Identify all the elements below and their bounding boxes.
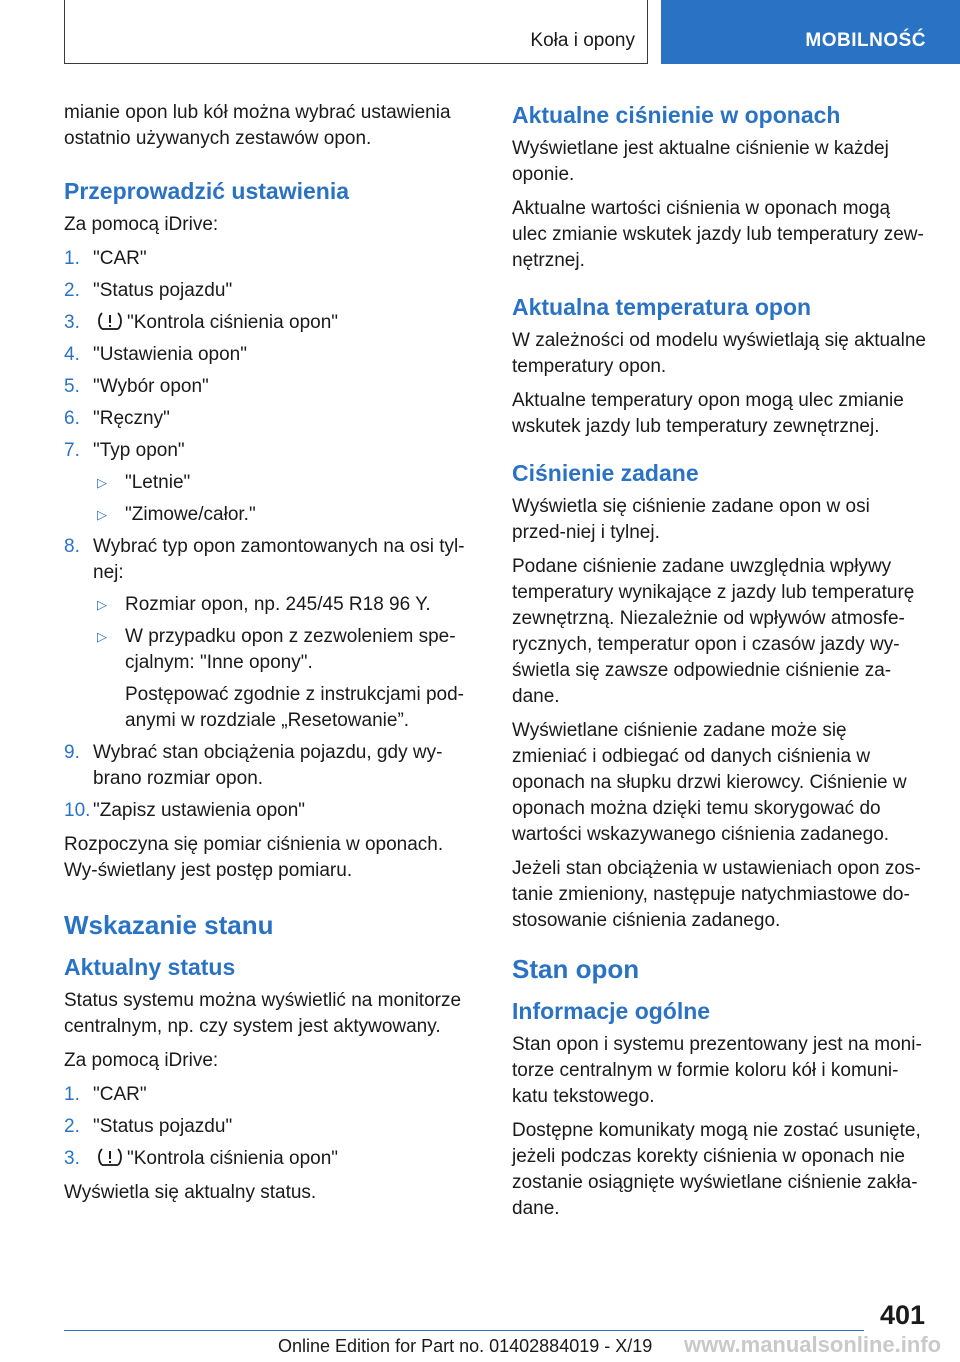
list-item: 2. "Status pojazdu" [64,1116,233,1137]
status-steps [64,1082,482,1172]
status-result-text: Wyświetla się aktualny status. [64,1182,317,1203]
paragraph: Stan opon i systemu prezentowany jest na moni-torze centralnym w formie koloru kół i komuni-katu tekstowego. [512,1034,922,1107]
chapter-title: Koła i opony [530,30,635,51]
idrive-label: Za pomocą iDrive: [64,1050,219,1071]
watermark-site: www.manualsonline.info [684,1332,942,1357]
tire-pressure-warning-icon [97,311,123,331]
paragraph: Wyświetla się ciśnienie zadane opon w osi przed-niej i tylnej. [512,496,870,543]
page-number: 401 [880,1300,926,1330]
intro-text: mianie opon lub kół można wybrać ustawienia ostatnio używanych zestawów opon. [64,102,451,149]
list-item: 3. "Kontrola ciśnienia opon" [64,312,339,333]
paragraph: Dostępne komunikaty mogą nie zostać usunięte, jeżeli podczas korekty ciśnienia w oponach nie zostanie osiągnięte wyświetlane ciśnienie zakła-dane. [512,1120,921,1219]
sub-list-item: ▷ "Zimowe/całor." [93,502,482,528]
triangle-bullet-icon: ▷ [97,597,107,612]
sub-note: Postępować zgodnie z instrukcjami pod-anymi w rozdziale „Resetowanie”. [125,684,465,731]
list-item: 2. "Status pojazdu" [64,280,233,301]
idrive-label: Za pomocą iDrive: [64,214,219,235]
measurement-text: Rozpoczyna się pomiar ciśnienia w oponach. Wy-świetlany jest postęp pomiaru. [64,834,444,881]
heading-tire-temperature: Aktualna temperatura opon [512,294,812,320]
footer-divider [64,1330,864,1331]
section-tab [661,0,960,64]
list-item: 10. "Zapisz ustawienia opon" [64,800,306,821]
heading-target-pressure: Ciśnienie zadane [512,460,699,486]
heading-current-pressure: Aktualne ciśnienie w oponach [512,102,841,128]
edition-text: Online Edition for Part no. 01402884019 - X/19 [278,1336,653,1356]
section-title: MOBILNOŚĆ [805,30,926,51]
right-column [512,100,926,1230]
current-status-text: Status systemu można wyświetlić na monitorze centralnym, np. czy system jest aktywowany. [64,990,462,1037]
paragraph: Wyświetlane ciśnienie zadane może się zmieniać i odbiegać od danych ciśnienia w oponach na słupku drzwi kierowcy. Ciśnienie w oponach można dzięki temu skorygować do wartości wskazywanego ciśnienia zadanego. [512,720,907,845]
settings-steps [64,246,482,824]
triangle-bullet-icon: ▷ [97,507,107,522]
list-item: 3. "Kontrola ciśnienia opon" [64,1148,339,1169]
paragraph: Wyświetlane jest aktualne ciśnienie w każdej oponie. [512,138,889,185]
sub-list [93,470,482,528]
sub-list-item: ▷ Rozmiar opon, np. 245/45 R18 96 Y. [93,592,482,618]
heading-general-info: Informacje ogólne [512,998,711,1024]
list-item: 1. "CAR" [64,1084,147,1105]
sub-list-item: ▷ W przypadku opon z zezwoleniem spe-cjalnym: "Inne opony". Postępować zgodnie z instrukcjami pod-anymi w rozdziale „Resetowanie”. [93,624,482,734]
list-item: 9. Wybrać stan obciążenia pojazdu, gdy wy-brano rozmiar opon. [64,742,443,789]
header-chapter-box [64,0,648,64]
tire-pressure-warning-icon [97,1147,123,1167]
triangle-bullet-icon: ▷ [97,475,107,490]
paragraph: Aktualne temperatury opon mogą ulec zmianie wskutek jazdy lub temperatury zewnętrznej. [512,390,904,437]
heading-tire-state: Stan opon [512,954,640,984]
paragraph: Jeżeli stan obciążenia w ustawieniach opon zos-tanie zmieniony, następuje natychmiastowe do-stosowanie ciśnienia zadanego. [512,858,921,931]
heading-settings: Przeprowadzić ustawienia [64,178,350,204]
paragraph: Podane ciśnienie zadane uwzględnia wpływy temperatury wynikające z jazdy lub temperaturę zewnętrzną. Niezależnie od wpływów atmosfe-rycznych, temperatur opon i czasów jazdy wy-świetla się zawsze odpowiednie ciśnienie za-dane. [512,556,915,707]
list-item: 1. "CAR" [64,248,147,269]
paragraph: Aktualne wartości ciśnienia w oponach mogą ulec zmianie wskutek jazdy lub temperatury zew-nętrznej. [512,198,924,271]
heading-status: Wskazanie stanu [64,910,274,940]
list-item: 6. "Ręczny" [64,408,170,429]
triangle-bullet-icon: ▷ [97,629,107,644]
paragraph: W zależności od modelu wyświetlają się aktualne temperatury opon. [512,330,926,377]
sub-list-item: ▷ "Letnie" [93,470,482,496]
list-item: 4. "Ustawienia opon" [64,344,247,365]
list-item: 5. "Wybór opon" [64,376,209,397]
sub-list [93,592,482,734]
list-item: 7. "Typ opon" ▷ "Letnie" ▷ "Zimowe/całor." [64,438,482,528]
left-column [64,100,482,1214]
list-item: 8. Wybrać typ opon zamontowanych na osi tyl-nej: ▷ Rozmiar opon, np. 245/45 R18 96 Y. ▷ W przypadku opon z zezwoleniem spe-cjalnym: "Inne opony". Postępować zgodnie z instrukcjami pod-anymi w rozdziale „Resetowanie”. [64,534,482,734]
heading-current-status: Aktualny status [64,954,236,980]
